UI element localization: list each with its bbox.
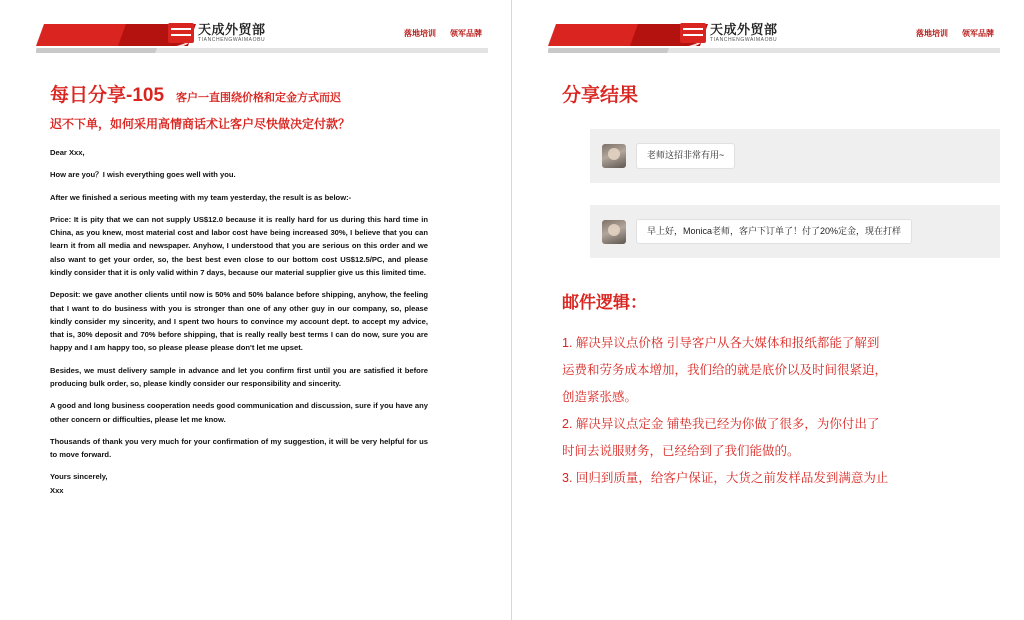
email-paragraph-price: Price: It is pity that we can not supply US$12.0 because it is really hard for us during this hard time in China, as you knew, most material cost and labor cost have being increased 30%, I believe that you can learn it from all media and newspaper. Anyhow, I understood that you are serious on this order and we also want to get your order, so, the best best even close to our bottom cost US$12.5/PC, and please kindly consider that it is only valid within 7 days, because our material supplier give us this limited time.	[50, 214, 428, 277]
banner-grey-accent	[548, 48, 669, 53]
page-question-line: 迟不下单，如何采用高情商话术让客户尽快做决定付款？	[50, 117, 351, 131]
banner-tagline-group	[404, 28, 482, 39]
chat-message-2	[590, 205, 1000, 259]
logo-chinese-name: 天成外贸部	[198, 22, 266, 37]
logo-text	[198, 23, 266, 43]
chat-bubble-text: 老师这招非常有用~	[636, 143, 735, 169]
email-body	[50, 146, 428, 497]
slide-left-header-banner	[36, 18, 488, 58]
logic-line-2: 运费和劳务成本增加，我们给的就是底价以及时间很紧迫，	[562, 363, 888, 378]
banner-tag-2: 领军品牌	[450, 29, 482, 38]
banner-grey-accent	[36, 48, 157, 53]
logo-chinese-name: 天成外贸部	[710, 22, 778, 37]
email-salutation: Dear Xxx,	[50, 148, 85, 157]
logic-line-6: 3. 回归到质量，给客户保证，大货之前发样品发到满意为止	[562, 471, 889, 486]
email-paragraph-intro: After we finished a serious meeting with my team yesterday, the result is as below:-	[50, 192, 352, 202]
slide-right	[512, 0, 1024, 620]
logic-line-4: 2. 解决异议点定金 铺垫我已经为你做了很多，为你付出了	[562, 417, 880, 432]
email-closing: Yours sincerely,	[50, 472, 108, 482]
chat-message-1	[590, 129, 1000, 183]
email-paragraph-sample: Besides, we must delivery sample in advance and let you confirm first until you are satisfied it before producing bulk order, so, please kindly consider our responsibility and sincerity.	[50, 365, 428, 388]
logo-pinyin-name: TIANCHENGWAIMAOBU	[710, 37, 778, 43]
logic-line-3: 创造紧张感。	[562, 390, 638, 405]
logo-mark-icon	[680, 23, 706, 43]
slide-right-header-banner	[548, 18, 1000, 58]
logic-line-5: 时间去说服财务，已经给到了我们能做的。	[562, 444, 800, 459]
email-paragraph-thanks: Thousands of thank you very much for your confirmation of my suggestion, it will be very helpful for us to move forward.	[50, 436, 428, 460]
logic-line-1: 1. 解决异议点价格 引导客户从各大媒体和报纸都能了解到	[562, 336, 880, 351]
banner-tag-1: 落地培训	[404, 29, 436, 38]
email-logic-list	[562, 331, 980, 491]
avatar	[602, 220, 626, 244]
email-paragraph-cooperation: A good and long business cooperation needs good communication and discussion, sure if you have any other concern or difficulties, please let me know.	[50, 401, 428, 424]
brand-logo	[168, 23, 266, 43]
email-paragraph-greeting: How are you？I wish everything goes well with you.	[50, 170, 236, 180]
banner-tag-2: 领军品牌	[962, 29, 994, 38]
banner-tag-1: 落地培训	[916, 29, 948, 38]
avatar	[602, 144, 626, 168]
page-subtitle: 客户一直围绕价格和定金方式而迟	[176, 92, 342, 104]
results-title: 分享结果	[562, 85, 639, 106]
chat-bubble-text: 早上好，Monica老师，客户下订单了！付了20%定金，现在打样	[636, 219, 912, 245]
email-signature: Xxx	[50, 485, 64, 495]
logo-text	[710, 23, 778, 43]
logo-mark-icon	[168, 23, 194, 43]
brand-logo	[680, 23, 778, 43]
email-paragraph-deposit: Deposit: we gave another clients until now is 50% and 50% balance before shipping, anyhow, the feeling that I want to do business with you is stronger than one of any other guy in our company, so, please kindly consider my sincerity, and I spent two hours to convince my account dept. to accept my advice, that is, 30% deposit and 70% before shipping, that is really really best terms I can do now, sure you are happy and I am happy too, so please please please don't let me upset.	[50, 290, 428, 353]
banner-tagline-group	[916, 28, 994, 39]
page-title: 每日分享-105	[50, 85, 165, 106]
email-logic-heading: 邮件逻辑：	[562, 293, 647, 313]
slide-left-title-row	[50, 80, 476, 107]
logo-pinyin-name: TIANCHENGWAIMAOBU	[198, 37, 266, 43]
